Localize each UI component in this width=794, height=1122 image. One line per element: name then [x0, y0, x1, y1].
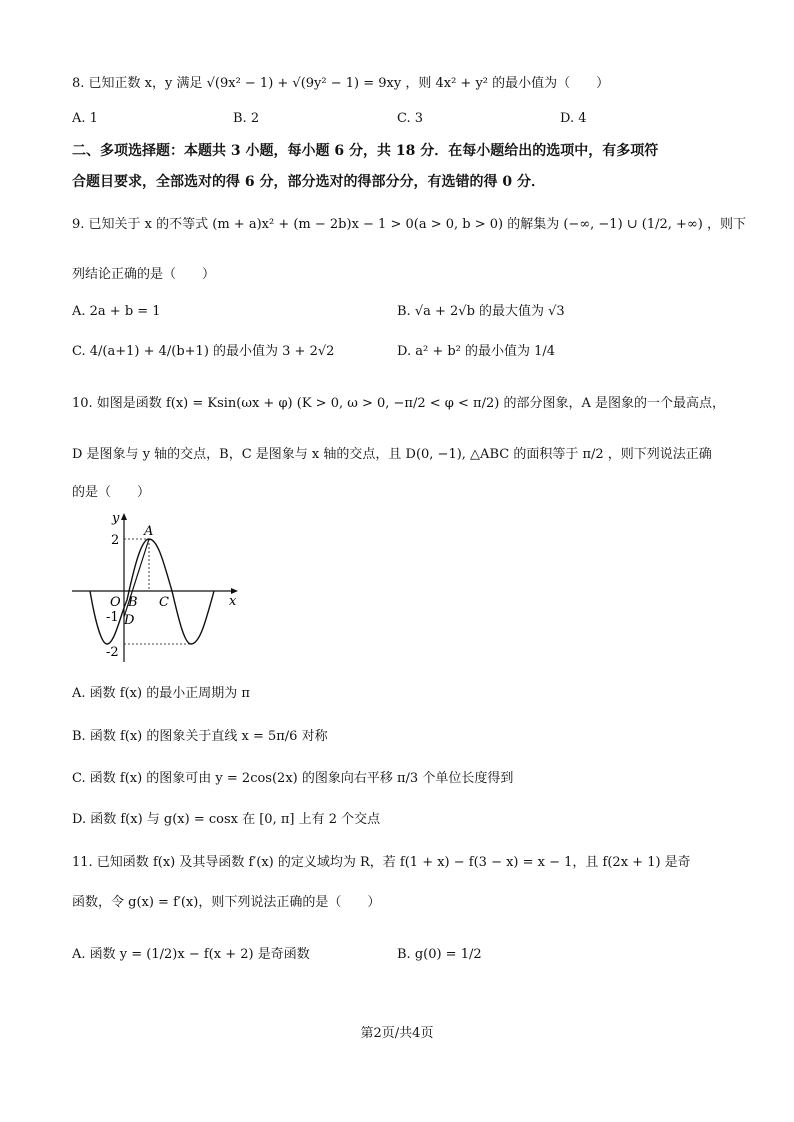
tick-minus1-label: -1 [106, 610, 119, 625]
point-b-label: B [128, 595, 138, 610]
q10-stem-line3: 的是（ ） [72, 485, 151, 500]
q8-option-c: C. 3 [397, 111, 424, 126]
y-axis-arrow [121, 513, 127, 520]
q8-option-a: A. 1 [72, 111, 98, 126]
y-axis-label: y [112, 511, 120, 526]
q11-option-b: B. g(0) = 1/2 [397, 947, 482, 962]
tick-minus2-label: -2 [106, 645, 119, 660]
q8-option-b: B. 2 [233, 111, 260, 126]
q9-stem-line2: 列结论正确的是（ ） [72, 267, 216, 282]
origin-label: O [110, 595, 121, 610]
q9-option-a: A. 2a + b = 1 [72, 304, 161, 319]
q10-stem-line2: D 是图象与 y 轴的交点，B，C 是图象与 x 轴的交点，且 D(0, −1), △ABC 的面积等于 π/2 ，则下列说法正确 [72, 447, 712, 462]
tick-2-label: 2 [111, 533, 120, 548]
q10-option-c: C. 函数 f(x) 的图象可由 y = 2cos(2x) 的图象向右平移 π/3 个单位长度得到 [72, 771, 514, 786]
q10-option-d: D. 函数 f(x) 与 g(x) = cosx 在 [0, π] 上有 2 个交点 [72, 812, 381, 827]
q11-option-a: A. 函数 y = (1/2)x − f(x + 2) 是奇函数 [72, 947, 310, 962]
q9-option-b: B. √a + 2√b 的最大值为 √3 [397, 304, 565, 319]
q8-stem: 8. 已知正数 x，y 满足 √(9x² − 1) + √(9y² − 1) = 9xy ，则 4x² + y² 的最小值为（ ） [72, 76, 610, 91]
q10-option-b: B. 函数 f(x) 的图象关于直线 x = 5π/6 对称 [72, 729, 328, 744]
q10-stem-line1: 10. 如图是函数 f(x) = Ksin(ωx + φ) (K > 0, ω > 0, −π/2 < φ < π/2) 的部分图象，A 是图象的一个最高点， [72, 396, 725, 411]
q9-option-c: C. 4/(a+1) + 4/(b+1) 的最小值为 3 + 2√2 [72, 344, 335, 359]
section-heading-line1: 二、多项选择题：本题共 3 小题，每小题 6 分，共 18 分．在每小题给出的选项中，有多项符 [72, 143, 659, 159]
point-c-label: C [159, 595, 169, 610]
point-a-label: A [144, 524, 154, 539]
q10-option-a: A. 函数 f(x) 的最小正周期为 π [72, 686, 250, 701]
q9-stem-line1: 9. 已知关于 x 的不等式 (m + a)x² + (m − 2b)x − 1 > 0(a > 0, b > 0) 的解集为 (−∞, −1) ∪ (1/2, +∞) ，则下 [72, 217, 746, 232]
q8-option-d: D. 4 [560, 111, 587, 126]
q9-option-d: D. a² + b² 的最小值为 1/4 [397, 344, 556, 359]
section-heading-line2: 合题目要求，全部选对的得 6 分，部分选对的得部分分，有选错的得 0 分． [72, 174, 545, 190]
q11-stem-line1: 11. 已知函数 f(x) 及其导函数 f′(x) 的定义域均为 R，若 f(1 + x) − f(3 − x) = x − 1，且 f(2x + 1) 是奇 [72, 855, 691, 870]
point-d-label: D [124, 613, 135, 628]
x-axis-label: x [229, 594, 237, 609]
q11-stem-line2: 函数，令 g(x) = f′(x)，则下列说法正确的是（ ） [72, 895, 381, 910]
page-footer: 第2页/共4页 [360, 1026, 434, 1041]
sine-graph [68, 508, 248, 668]
